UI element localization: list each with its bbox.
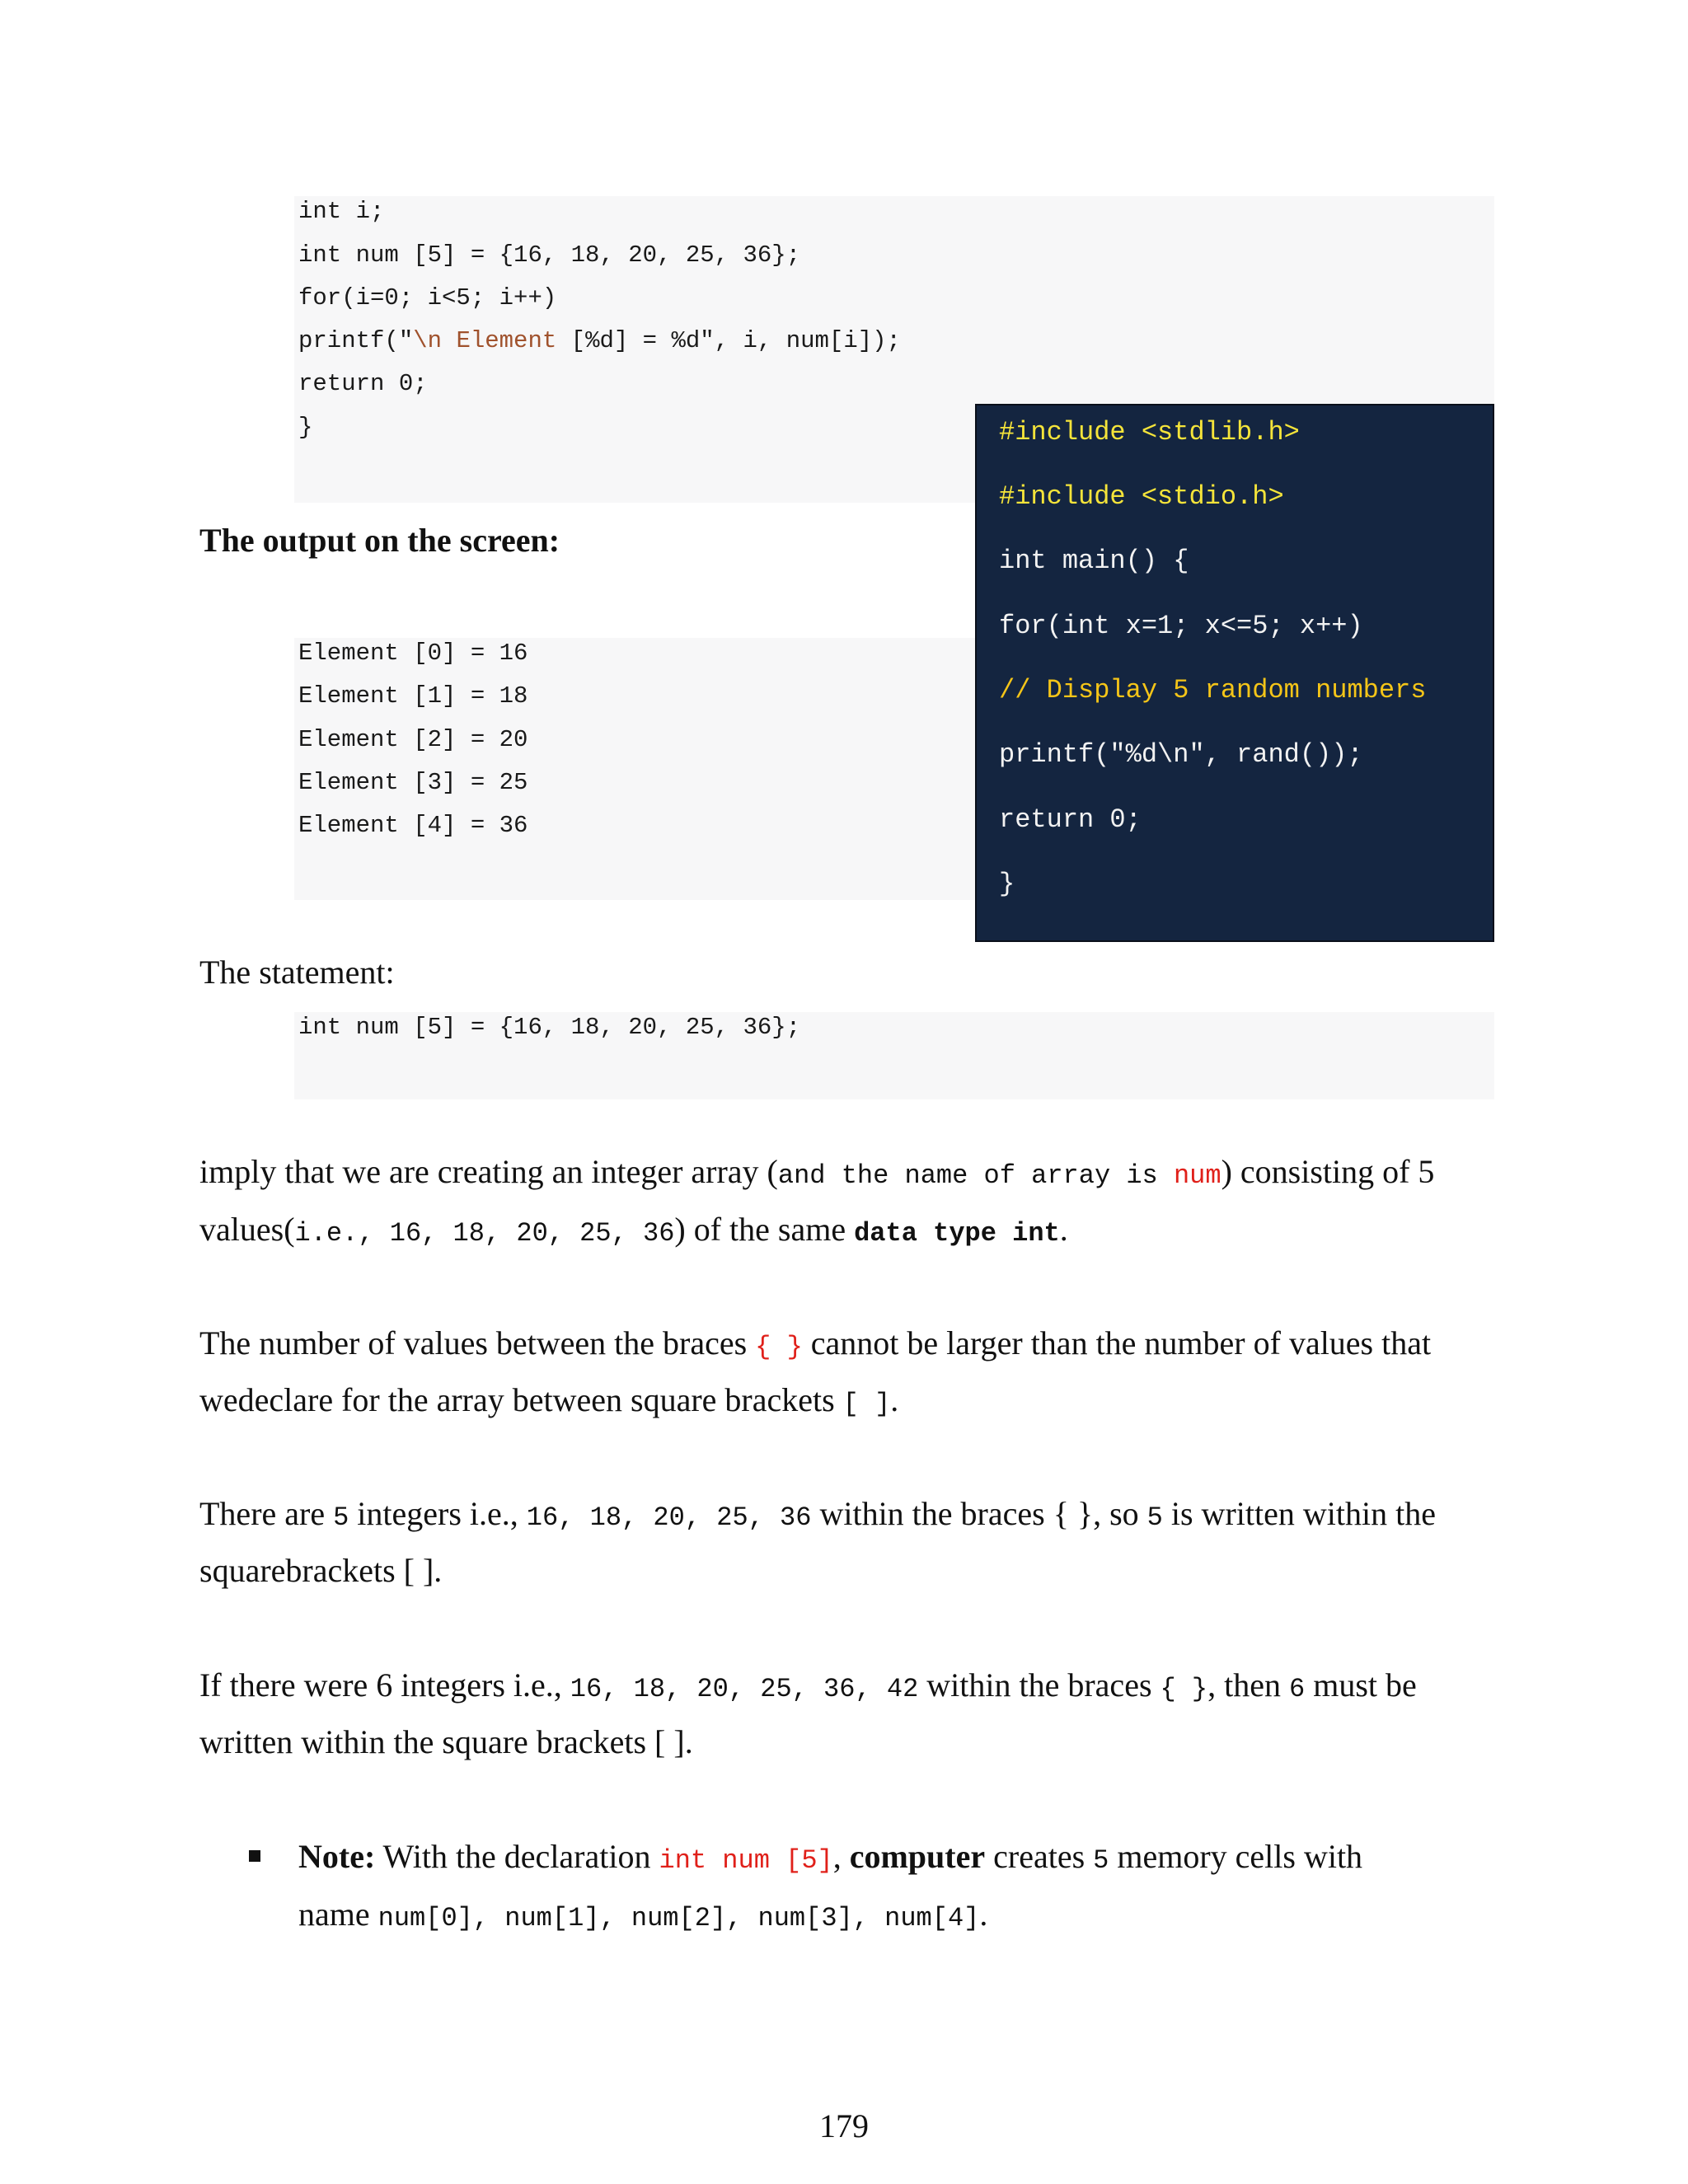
output-line: Element [3] = 25	[298, 769, 528, 796]
dark-code-line: int main() {	[999, 546, 1189, 576]
inline-code-red: int num [5]	[659, 1845, 833, 1876]
inline-code: 5	[1146, 1502, 1163, 1533]
text: ) of the same	[674, 1211, 855, 1248]
page-number: 179	[819, 2107, 869, 2144]
paragraph-braces-line2	[199, 1380, 898, 1424]
code-line: for(i=0; i<5; i++)	[298, 284, 557, 312]
dark-code-line: #include <stdio.h>	[999, 481, 1284, 512]
text: With the declaration	[375, 1838, 659, 1875]
statement-code: int num [5] = {16, 18, 20, 25, 36};	[298, 1014, 801, 1041]
inline-code: { }	[1160, 1674, 1208, 1704]
code-line: return 0;	[298, 370, 428, 397]
note-line1	[298, 1837, 1362, 1881]
text: .	[1059, 1211, 1068, 1248]
inline-code: 6	[1289, 1674, 1306, 1704]
text: creates	[985, 1838, 1094, 1875]
code-string: \n Element	[413, 327, 557, 354]
statement-label: The statement:	[199, 954, 395, 991]
dark-code-box	[975, 404, 1494, 942]
dark-code-line: return 0;	[999, 804, 1142, 835]
paragraph-array-description-line2	[199, 1210, 1068, 1254]
inline-code-red: num	[1173, 1160, 1221, 1191]
dark-code-comment: // Display 5 random numbers	[999, 675, 1427, 705]
text: name	[298, 1896, 378, 1933]
text: ,	[832, 1838, 850, 1875]
text: , then	[1207, 1666, 1289, 1704]
text: .	[890, 1381, 899, 1418]
output-line: Element [0] = 16	[298, 640, 528, 667]
inline-code: 16, 18, 20, 25, 36	[526, 1502, 812, 1533]
inline-code: [ ]	[842, 1389, 891, 1419]
text: within the braces { }, so	[811, 1495, 1147, 1532]
code-line-printf	[298, 327, 901, 355]
text: ) consisting of 5	[1221, 1153, 1435, 1190]
bold-text: computer	[849, 1838, 986, 1875]
text: If there were 6 integers i.e.,	[199, 1666, 570, 1704]
paragraph-array-description	[199, 1152, 1434, 1196]
text: values(	[199, 1211, 295, 1248]
inline-code-bold: data type int	[854, 1218, 1060, 1249]
dark-code-line: }	[999, 869, 1015, 899]
inline-code-red: { }	[755, 1332, 803, 1362]
statement-code-block	[294, 1012, 1494, 1099]
paragraph-braces	[199, 1324, 1431, 1367]
text: integers i.e.,	[349, 1495, 527, 1532]
text: memory cells with	[1109, 1838, 1363, 1875]
dark-code-line: for(int x=1; x<=5; x++)	[999, 611, 1363, 641]
code-line: int num [5] = {16, 18, 20, 25, 36};	[298, 241, 801, 269]
output-line: Element [4] = 36	[298, 812, 528, 839]
inline-code: num[0], num[1], num[2], num[3], num[4]	[377, 1903, 980, 1933]
text: is written within the	[1162, 1495, 1436, 1532]
inline-code: 5	[1093, 1845, 1109, 1876]
dark-code-line: #include <stdlib.h>	[999, 417, 1300, 448]
code-line: int i;	[298, 198, 385, 225]
output-line: Element [2] = 20	[298, 726, 528, 753]
inline-code: 16, 18, 20, 25, 36, 42	[570, 1674, 919, 1704]
output-heading: The output on the screen:	[199, 522, 560, 559]
text: wedeclare for the array between square brackets	[199, 1381, 843, 1418]
note-label: Note:	[298, 1838, 376, 1875]
text: imply that we are creating an integer array (	[199, 1153, 778, 1190]
code-line: }	[298, 414, 313, 441]
note-line2	[298, 1895, 987, 1938]
text: The number of values between the braces	[199, 1324, 756, 1361]
paragraph-six-integers-line2: written within the square brackets [ ].	[199, 1723, 693, 1760]
paragraph-five-integers-line2: squarebrackets [ ].	[199, 1552, 443, 1589]
text: cannot be larger than the number of values that	[802, 1324, 1432, 1361]
text: must be	[1305, 1666, 1417, 1704]
output-line: Element [1] = 18	[298, 682, 528, 710]
code-text: [%d] = %d", i, num[i]);	[556, 327, 901, 354]
paragraph-five-integers	[199, 1494, 1436, 1538]
text: within the braces	[918, 1666, 1160, 1704]
code-text: printf("	[298, 327, 414, 354]
text: There are	[199, 1495, 334, 1532]
bullet-square-icon	[249, 1850, 260, 1862]
text: .	[979, 1896, 988, 1933]
paragraph-six-integers	[199, 1666, 1417, 1709]
dark-code-line: printf("%d\n", rand());	[999, 739, 1363, 770]
inline-code: and the name of array is	[777, 1160, 1174, 1191]
inline-code: 5	[333, 1502, 349, 1533]
inline-code: i.e., 16, 18, 20, 25, 36	[294, 1218, 675, 1249]
